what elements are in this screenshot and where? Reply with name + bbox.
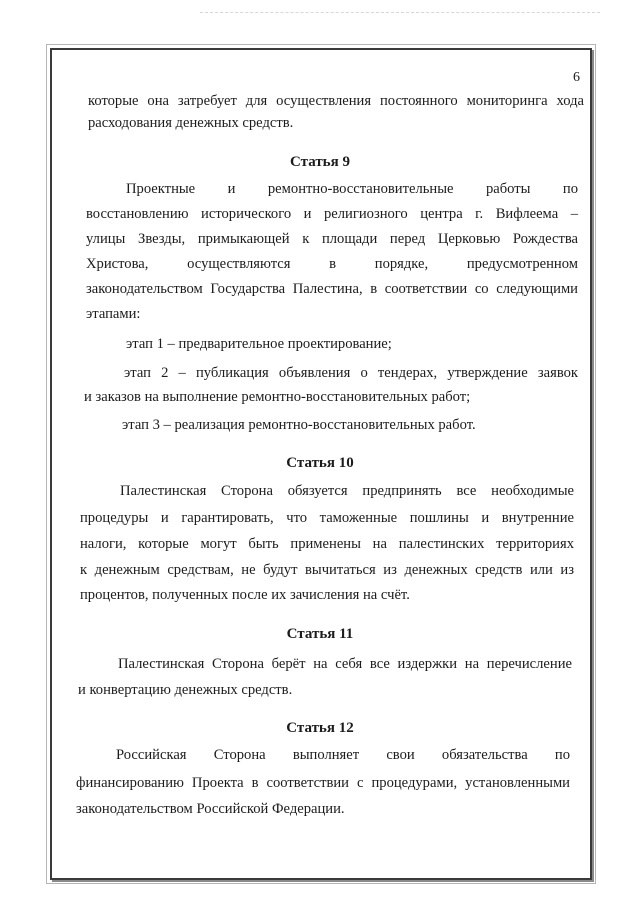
article-11-heading: Статья 11 bbox=[286, 626, 354, 642]
article-9-stage-3: этап 3 – реализация ремонтно-восстановительных работ. bbox=[122, 417, 476, 433]
article-9-line-3: улицы Звезды, примыкающей к площади перед Церковью Рождества bbox=[86, 231, 578, 247]
scan-noise bbox=[200, 12, 600, 15]
article-11-line-2: и конвертацию денежных средств. bbox=[78, 682, 293, 698]
article-9-line-1: Проектные и ремонтно-восстановительные работы по bbox=[126, 181, 578, 197]
article-9-line-2: восстановлению исторического и религиозного центра г. Вифлеема – bbox=[86, 206, 578, 222]
article-12-heading: Статья 12 bbox=[286, 720, 354, 736]
article-12-line-1: Российская Сторона выполняет свои обязательства по bbox=[116, 747, 570, 763]
article-9-line-6: этапами: bbox=[86, 306, 141, 322]
article-10-line-4: к денежным средствам, не будут вычитаться из денежных средств или из bbox=[80, 562, 574, 578]
article-11-line-1: Палестинская Сторона берёт на себя все издержки на перечисление bbox=[118, 656, 572, 672]
article-10-line-2: процедуры и гарантировать, что таможенные пошлины и внутренние bbox=[80, 510, 574, 526]
article-10-heading: Статья 10 bbox=[286, 455, 354, 471]
article-9-stage-1: этап 1 – предварительное проектирование; bbox=[126, 336, 392, 352]
page-number: 6 bbox=[573, 70, 580, 85]
article-12-line-3: законодательством Российской Федерации. bbox=[76, 801, 345, 817]
article-9-line-5: законодательством Государства Палестина, в соответствии со следующими bbox=[86, 281, 578, 297]
article-9-stage-2-cont: и заказов на выполнение ремонтно-восстановительных работ; bbox=[84, 389, 471, 405]
article-10-line-5: процентов, полученных после их зачисления на счёт. bbox=[80, 587, 410, 603]
article-9-stage-2: этап 2 – публикация объявления о тендерах, утверждение заявок bbox=[124, 365, 578, 381]
article-12-line-2: финансированию Проекта в соответствии с процедурами, установленными bbox=[76, 775, 570, 791]
article-9-line-4: Христова, осуществляются в порядке, предусмотренном bbox=[86, 256, 578, 272]
article-10-line-3: налоги, которые могут быть применены на палестинских территориях bbox=[80, 536, 574, 552]
intro-line-2: расходования денежных средств. bbox=[88, 115, 294, 131]
article-9-heading: Статья 9 bbox=[290, 154, 350, 170]
article-10-line-1: Палестинская Сторона обязуется предпринять все необходимые bbox=[120, 483, 574, 499]
intro-line-1: которые она затребует для осуществления постоянного мониторинга хода bbox=[88, 93, 584, 109]
